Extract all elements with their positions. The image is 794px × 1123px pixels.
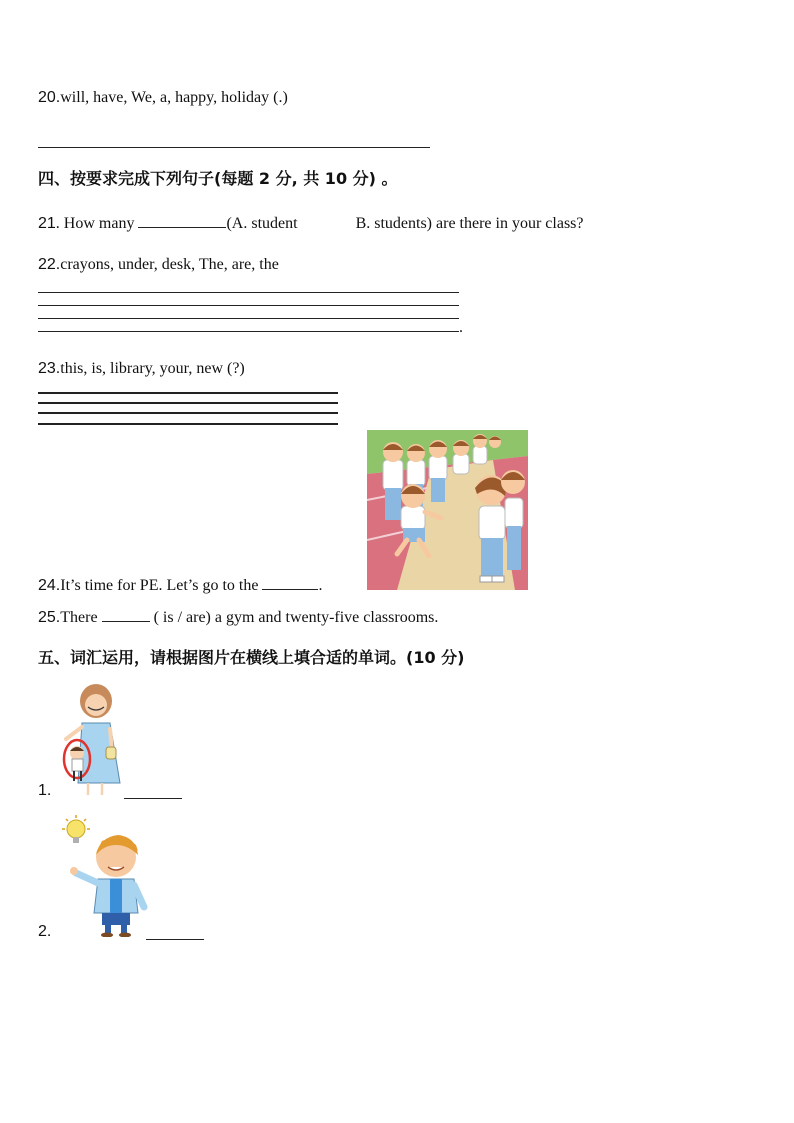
section-heading: 四、按要求完成下列句子(每题 2 分, 共 10 分) 。: [38, 169, 398, 188]
answer-line[interactable]: [38, 331, 459, 332]
answer-blank[interactable]: [138, 213, 226, 228]
item-number: 1.: [38, 782, 52, 799]
option-b: B. students) are there in your class?: [355, 215, 584, 232]
pe-class-long-jump-image: [367, 430, 528, 590]
end-mark: .: [318, 577, 323, 594]
question-number: 23.: [38, 360, 61, 377]
answer-line[interactable]: [38, 412, 338, 414]
question-21: [38, 213, 584, 234]
answer-line[interactable]: [146, 939, 204, 940]
question-number: 25.: [38, 609, 61, 626]
answer-line[interactable]: [38, 305, 459, 306]
answer-line[interactable]: [38, 318, 459, 319]
question-25: [38, 607, 438, 628]
answer-blank[interactable]: [262, 575, 318, 590]
end-mark: .: [459, 319, 463, 336]
vocab-item-1: [38, 781, 51, 801]
mother-and-daughter-image: [58, 683, 122, 795]
answer-line[interactable]: [38, 147, 430, 148]
answer-line[interactable]: [38, 392, 338, 394]
answer-line[interactable]: [38, 402, 338, 404]
question-24: [38, 575, 322, 596]
answer-blank[interactable]: [102, 607, 150, 622]
question-text: It’s time for PE. Let’s go to the: [60, 577, 263, 594]
question-text: will, have, We, a, happy, holiday (.): [60, 89, 288, 106]
question-text: this, is, library, your, new (?): [60, 360, 245, 377]
question-20: [38, 88, 288, 108]
question-number: 20.: [38, 89, 61, 106]
question-text: There: [60, 609, 102, 626]
question-23: [38, 359, 245, 379]
question-text: . How many: [55, 215, 139, 232]
section-heading: 五、词汇运用，请根据图片在横线上填合适的单词。(10 分): [38, 648, 465, 667]
question-text: ( is / are) a gym and twenty-five classrooms.: [149, 609, 439, 626]
boy-with-idea-image: [62, 815, 148, 937]
answer-line[interactable]: [124, 798, 182, 799]
question-22: [38, 255, 279, 275]
answer-line[interactable]: [38, 292, 459, 293]
question-number: 24.: [38, 577, 61, 594]
item-number: 2.: [38, 923, 52, 940]
question-text: crayons, under, desk, The, are, the: [60, 256, 279, 273]
question-number: 21: [38, 215, 56, 232]
question-number: 22.: [38, 256, 61, 273]
option-a: (A. student: [226, 215, 298, 232]
vocab-item-2: [38, 922, 51, 942]
answer-line[interactable]: [38, 423, 338, 425]
